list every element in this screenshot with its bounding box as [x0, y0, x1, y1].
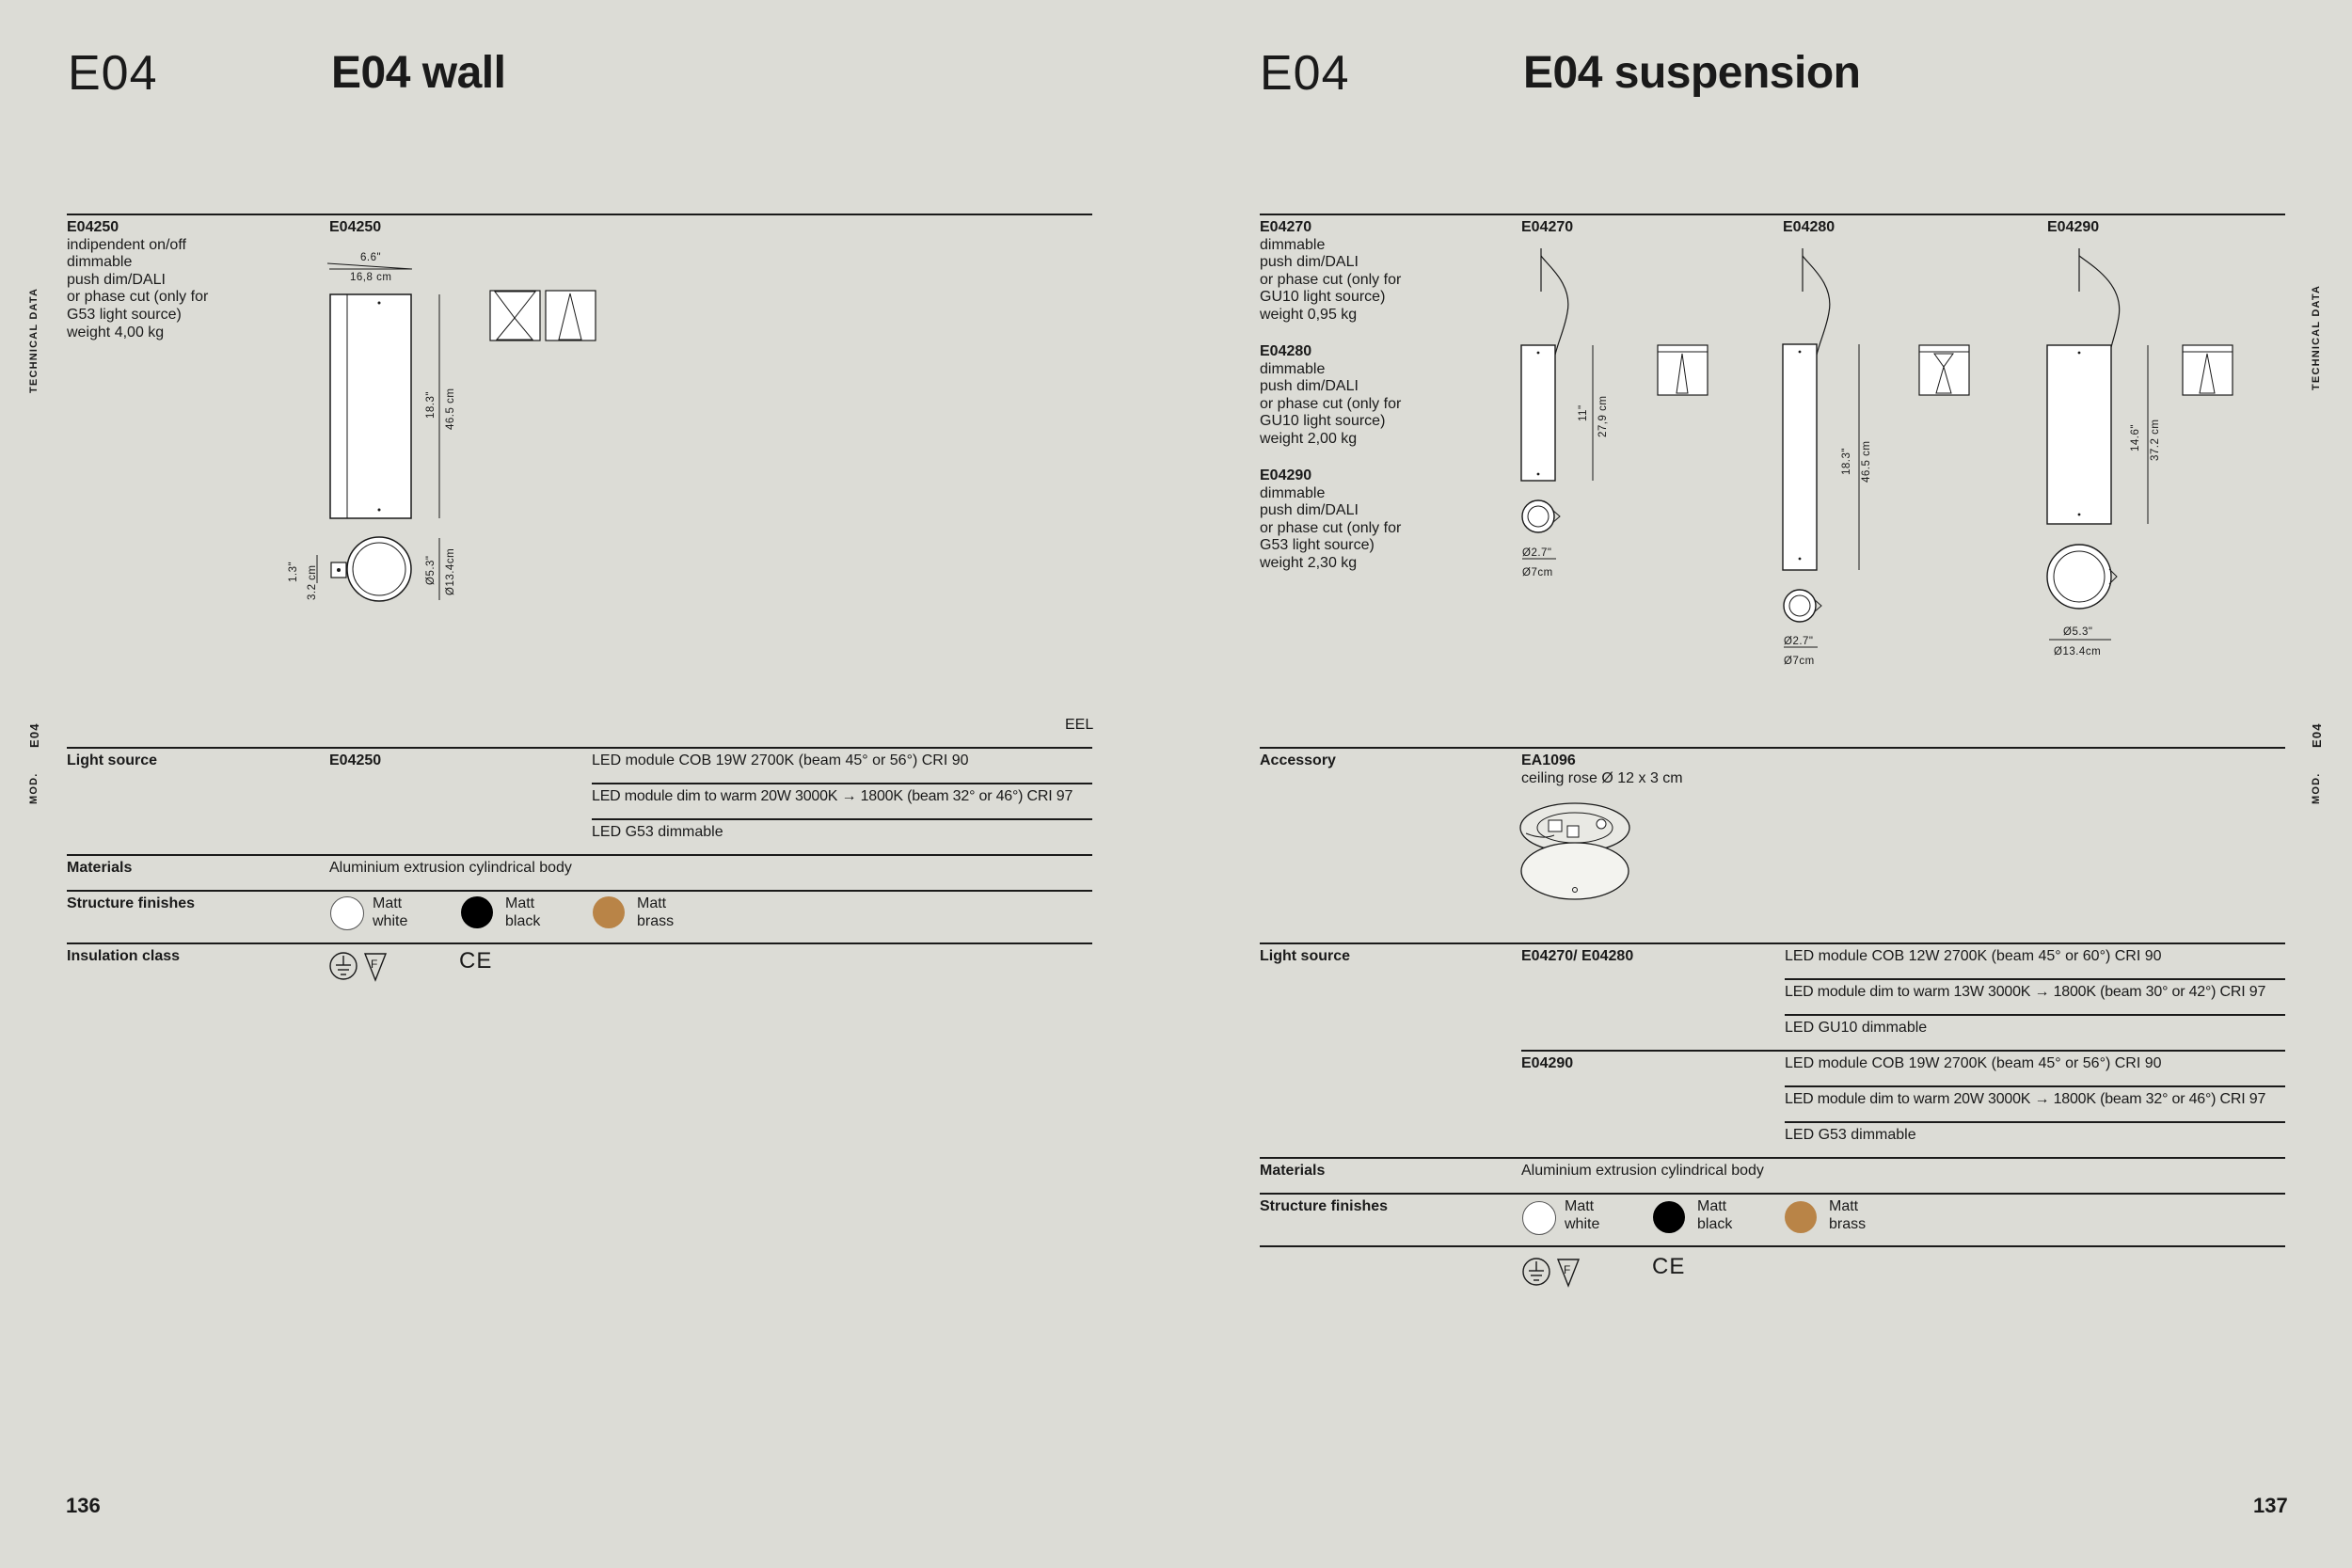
- left-depth-cm: 3.2 cm: [307, 564, 318, 600]
- left-series-code: E04: [68, 46, 158, 101]
- right-page-number: 137: [2253, 1494, 2288, 1517]
- right-finishes-label: Structure finishes: [1260, 1198, 1389, 1214]
- light-group-code: E04290: [1521, 1055, 1574, 1071]
- right-materials-value: Aluminium extrusion cylindrical body: [1521, 1163, 1764, 1179]
- finish-swatch-brass: [1785, 1201, 1817, 1233]
- left-height-in: 18.3": [425, 391, 437, 419]
- dim-height-cm: 27,9 cm: [1597, 395, 1609, 437]
- left-materials-label: Materials: [67, 860, 133, 876]
- left-ce-mark: CE: [459, 948, 493, 974]
- right-light-option: LED module dim to warm 20W 3000K → 1800K (beam 32° or 46°) CRI 97: [1785, 1091, 2266, 1107]
- beam-icon: [489, 290, 597, 342]
- left-side-mod: MOD.: [28, 772, 40, 804]
- pendant-lamp-drawing-e04280: [1776, 246, 1983, 670]
- right-rule: [1785, 978, 2285, 980]
- pendant-lamp-drawing-e04270: [1515, 246, 1722, 594]
- left-rule: [592, 783, 1092, 784]
- dim-height-cm: 46.5 cm: [1861, 440, 1872, 483]
- right-side-code: E04: [2310, 722, 2324, 748]
- svg-text:F: F: [1564, 1263, 1571, 1276]
- right-rule: [1785, 1085, 2285, 1087]
- left-model-line: push dim/DALI: [67, 271, 166, 288]
- svg-text:F: F: [371, 958, 378, 971]
- left-diam-cm: Ø13.4cm: [445, 547, 456, 595]
- left-light-option: LED G53 dimmable: [592, 824, 723, 840]
- right-model-description: E04270 dimmable push dim/DALI or phase cut (only for GU10 light source) weight 0,95 kg: [1260, 219, 1402, 323]
- left-light-option: LED module dim to warm 20W 3000K → 1800K (beam 32° or 46°) CRI 97: [592, 788, 1073, 804]
- right-light-source-label: Light source: [1260, 948, 1351, 964]
- left-light-option: LED module COB 19W 2700K (beam 45° or 56°) CRI 90: [592, 752, 969, 768]
- right-model-description: E04280 dimmable push dim/DALI or phase cut (only for GU10 light source) weight 2,00 kg: [1260, 343, 1402, 447]
- dim-diam-cm: Ø13.4cm: [2054, 646, 2102, 657]
- left-model-line: or phase cut (only for: [67, 289, 209, 306]
- right-rule: [1260, 747, 2285, 749]
- right-light-option: LED module COB 19W 2700K (beam 45° or 56°) CRI 90: [1785, 1055, 2162, 1071]
- left-light-source-code: E04250: [329, 752, 382, 768]
- right-model-description: E04290 dimmable push dim/DALI or phase cut (only for G53 light source) weight 2,30 kg: [1260, 467, 1402, 571]
- left-rule: [67, 942, 1092, 944]
- right-rule: [1785, 1121, 2285, 1123]
- drawing-code-e04290: E04290: [2047, 219, 2100, 235]
- right-rule: [1521, 1050, 2285, 1052]
- left-eel-label: EEL: [1065, 717, 1094, 733]
- left-width-cm: 16,8 cm: [350, 272, 392, 283]
- right-light-option: LED module dim to warm 13W 3000K → 1800K (beam 30° or 42°) CRI 97: [1785, 984, 2266, 1000]
- left-light-source-label: Light source: [67, 752, 158, 768]
- drawing-code-e04280: E04280: [1783, 219, 1836, 235]
- ground-symbol-icon: [1522, 1258, 1581, 1288]
- left-model-line: indipendent on/off: [67, 236, 186, 253]
- left-side-code: E04: [27, 722, 41, 748]
- dim-diam-in: Ø5.3": [2063, 626, 2093, 638]
- light-group-code: E04270/ E04280: [1521, 948, 1634, 964]
- left-model-line: weight 4,00 kg: [67, 324, 165, 341]
- left-page-number: 136: [66, 1494, 101, 1517]
- right-side-mod: MOD.: [2311, 772, 2322, 804]
- left-side-technical-data: TECHNICAL DATA: [28, 287, 40, 393]
- dim-height-cm: 37.2 cm: [2150, 419, 2161, 461]
- left-model-line: G53 light source): [67, 306, 182, 323]
- finish-label: Matt black: [505, 895, 541, 929]
- dim-diam-in: Ø2.7": [1784, 636, 1814, 647]
- left-drawing-code: E04250: [329, 219, 382, 235]
- right-rule: [1260, 1157, 2285, 1159]
- accessory-label: Accessory: [1260, 752, 1336, 768]
- left-rule: [67, 890, 1092, 892]
- right-rule: [1785, 1014, 2285, 1016]
- dim-diam-in: Ø2.7": [1522, 547, 1552, 559]
- ceiling-rose-drawing: [1517, 798, 1639, 906]
- finish-label: Matt black: [1697, 1198, 1733, 1232]
- finish-label: Matt white: [373, 895, 408, 929]
- drawing-code-e04270: E04270: [1521, 219, 1574, 235]
- right-light-option: LED module COB 12W 2700K (beam 45° or 60°) CRI 90: [1785, 948, 2162, 964]
- left-model-line: dimmable: [67, 254, 133, 271]
- left-rule: [67, 854, 1092, 856]
- finish-label: Matt brass: [1829, 1198, 1867, 1232]
- left-diam-in: Ø5.3": [425, 555, 437, 585]
- finish-swatch-brass: [593, 896, 625, 928]
- right-top-rule: [1260, 214, 2285, 215]
- left-width-in: 6.6": [360, 252, 382, 263]
- right-light-option: LED G53 dimmable: [1785, 1127, 1916, 1143]
- right-rule: [1260, 1193, 2285, 1195]
- left-depth-in: 1.3": [288, 561, 299, 582]
- left-insulation-label: Insulation class: [67, 948, 181, 964]
- left-rule: [592, 818, 1092, 820]
- finish-label: Matt brass: [637, 895, 675, 929]
- left-top-rule: [67, 214, 1092, 215]
- left-model-description: [67, 219, 255, 341]
- right-series-code: E04: [1260, 46, 1350, 101]
- right-materials-label: Materials: [1260, 1163, 1326, 1179]
- right-page-title: E04 suspension: [1523, 48, 1861, 98]
- left-rule: [67, 747, 1092, 749]
- left-model-code: E04250: [67, 219, 119, 235]
- accessory-desc: ceiling rose Ø 12 x 3 cm: [1521, 770, 1683, 786]
- wall-lamp-drawing: [320, 263, 508, 611]
- accessory-code: EA1096: [1521, 752, 1576, 768]
- left-finishes-label: Structure finishes: [67, 895, 196, 911]
- finish-swatch-black: [1653, 1201, 1685, 1233]
- left-page-title: E04 wall: [331, 48, 506, 98]
- dim-height-in: 18.3": [1841, 448, 1852, 475]
- dim-diam-cm: Ø7cm: [1522, 567, 1553, 578]
- right-light-option: LED GU10 dimmable: [1785, 1020, 1928, 1036]
- dim-height-in: 11": [1578, 404, 1589, 421]
- left-materials-value: Aluminium extrusion cylindrical body: [329, 860, 572, 876]
- finish-swatch-white: [330, 896, 364, 930]
- left-height-cm: 46.5 cm: [445, 388, 456, 430]
- right-rule: [1260, 942, 2285, 944]
- ground-symbol-icon: [329, 952, 388, 982]
- dim-height-in: 14.6": [2130, 424, 2141, 451]
- right-side-technical-data: TECHNICAL DATA: [2311, 284, 2322, 390]
- finish-swatch-white: [1522, 1201, 1556, 1235]
- finish-label: Matt white: [1565, 1198, 1600, 1232]
- finish-swatch-black: [461, 896, 493, 928]
- dim-diam-cm: Ø7cm: [1784, 656, 1815, 667]
- right-ce-mark: CE: [1652, 1254, 1686, 1279]
- right-rule: [1260, 1245, 2285, 1247]
- pendant-lamp-drawing-e04290: [2040, 246, 2247, 660]
